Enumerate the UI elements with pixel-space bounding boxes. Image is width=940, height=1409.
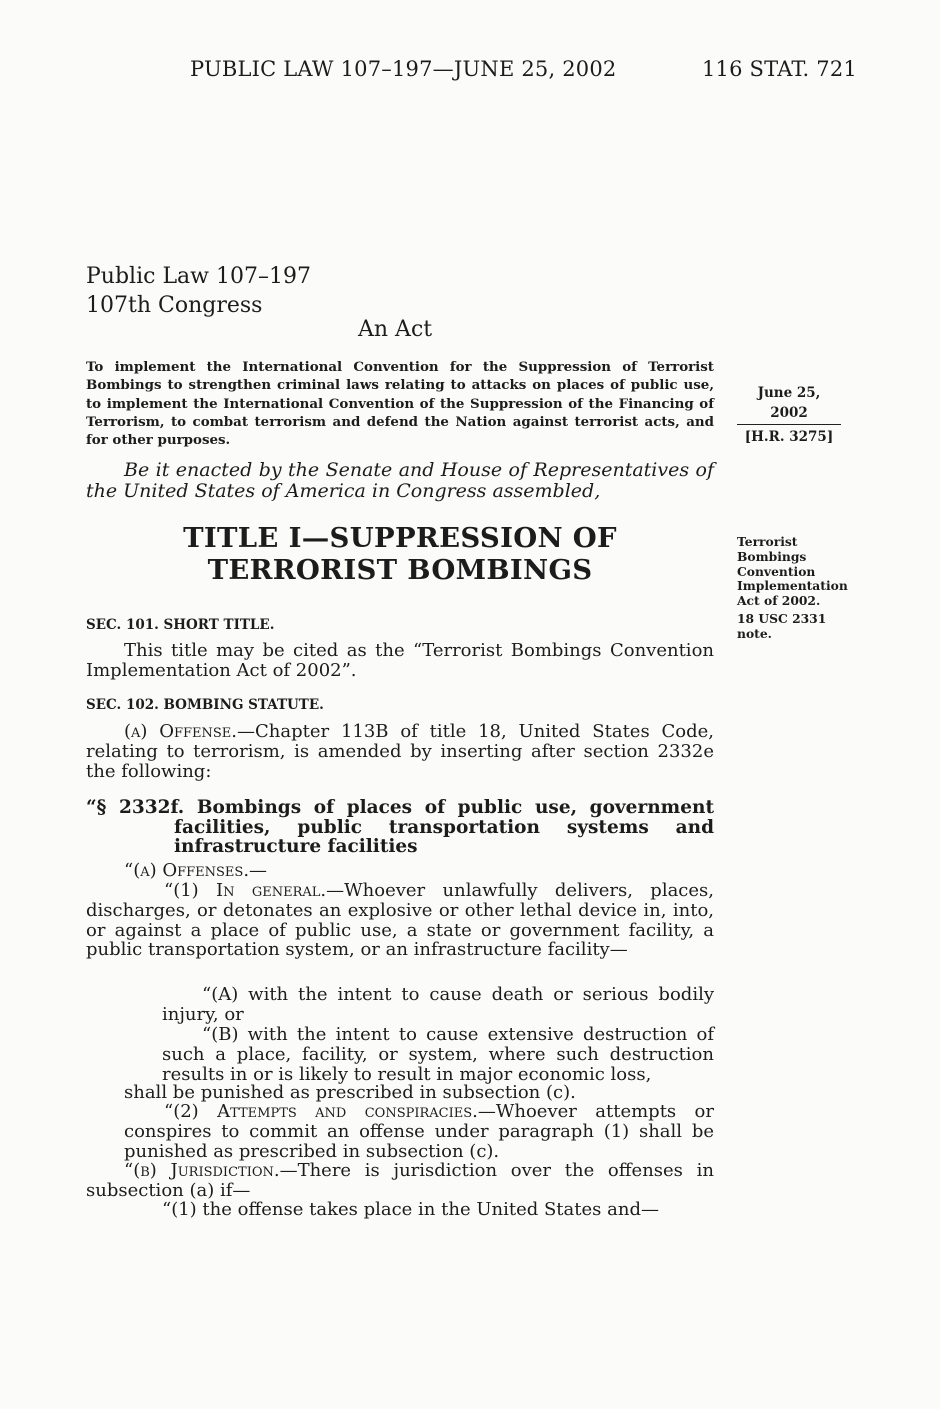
congress-number: 107th Congress: [86, 293, 263, 318]
act-purpose: To implement the International Convention for the Suppression of Terrorist Bombings to strengthen criminal laws relating to attacks on places of public use, to implement the International Convention of the Suppression of the Financing of Terrorism, to combat terrorism and defend the Nation against terrorist acts, and for other purposes.: [86, 359, 714, 449]
public-law-number: Public Law 107–197: [86, 264, 311, 289]
paragraph-label: “(2) Attempts and conspiracies.: [164, 1101, 478, 1122]
margin-note-line: Terrorist: [737, 534, 798, 549]
margin-note-line: Act of 2002.: [737, 593, 821, 609]
section-102-heading: SEC. 102. BOMBING STATUTE.: [86, 697, 324, 713]
subsection-text: —There is jurisdiction over the offenses in subsection (a) if—: [86, 1160, 714, 1201]
margin-note-line: Bombings: [737, 548, 807, 564]
section-101-text: This title may be cited as the “Terrorist Bombings Convention Implementation Act of 2002”.: [86, 640, 714, 681]
subsection-jurisdiction: [86, 1161, 714, 1201]
clause-a: “(A) with the intent to cause death or serious bodily injury, or: [162, 984, 714, 1025]
margin-note-line: Convention: [737, 563, 816, 579]
clause-b-tail: shall be punished as prescribed in subsection (c).: [124, 1082, 576, 1103]
enacting-clause: Be it enacted by the Senate and House of Representatives of the United States of America in Congress assembled,: [86, 459, 714, 502]
section-101-heading: SEC. 101. SHORT TITLE.: [86, 617, 275, 633]
subsection-label: “(b) Jurisdiction.: [124, 1160, 280, 1181]
date-rule: [737, 424, 841, 425]
clause-b: “(B) with the intent to cause extensive destruction of such a place, facility, or system, where such destruction results in or is likely to result in major economic loss,: [162, 1024, 714, 1085]
title-heading: TITLE I—SUPPRESSION OF TERRORIST BOMBINGS: [183, 522, 617, 586]
offenses-label: “(a) Offenses.—: [124, 860, 268, 881]
paragraph-b1: “(1) the offense takes place in the United States and—: [162, 1199, 659, 1220]
paragraph-label: “(1) In general.: [164, 880, 327, 901]
act-title: An Act: [358, 317, 433, 342]
bill-number: [H.R. 3275]: [744, 429, 834, 445]
section-102-a: [86, 722, 714, 781]
margin-note-date: [737, 383, 841, 447]
margin-note-short-title: [737, 535, 847, 609]
paragraph-text: —Whoever attempts or conspires to commit an offense under paragraph (1) shall be punished as prescribed in subsection (c).: [124, 1101, 714, 1162]
margin-note-line: Implementation: [737, 578, 848, 594]
margin-note-usc: [737, 612, 847, 642]
section-2332f-heading: “§ 2332f. Bombings of places of public use, government facilities, public transportation systems and infrastructure facilities: [86, 797, 714, 857]
margin-note-line: 18 USC 2331: [737, 611, 827, 626]
running-header-right: 116 STAT. 721: [702, 57, 857, 81]
law-identifier: [86, 262, 311, 320]
paragraph-in-general: [86, 881, 714, 960]
running-header-left: PUBLIC LAW 107–197—JUNE 25, 2002: [190, 57, 617, 81]
margin-note-line: note.: [737, 625, 772, 641]
enactment-date: June 25, 2002: [757, 385, 821, 421]
paragraph-text: —Whoever unlawfully delivers, places, discharges, or detonates an explosive or other lethal device in, into, or against a place of public use, a state or government facility, a public transportation system, or an infrastructure facility—: [86, 880, 714, 961]
subsection-text: —Chapter 113B of title 18, United States Code, relating to terrorism, is amended by inserting after section 2332e the following:: [86, 721, 715, 782]
paragraph-attempts: [124, 1102, 714, 1161]
subsection-label: (a) Offense.: [124, 721, 238, 742]
